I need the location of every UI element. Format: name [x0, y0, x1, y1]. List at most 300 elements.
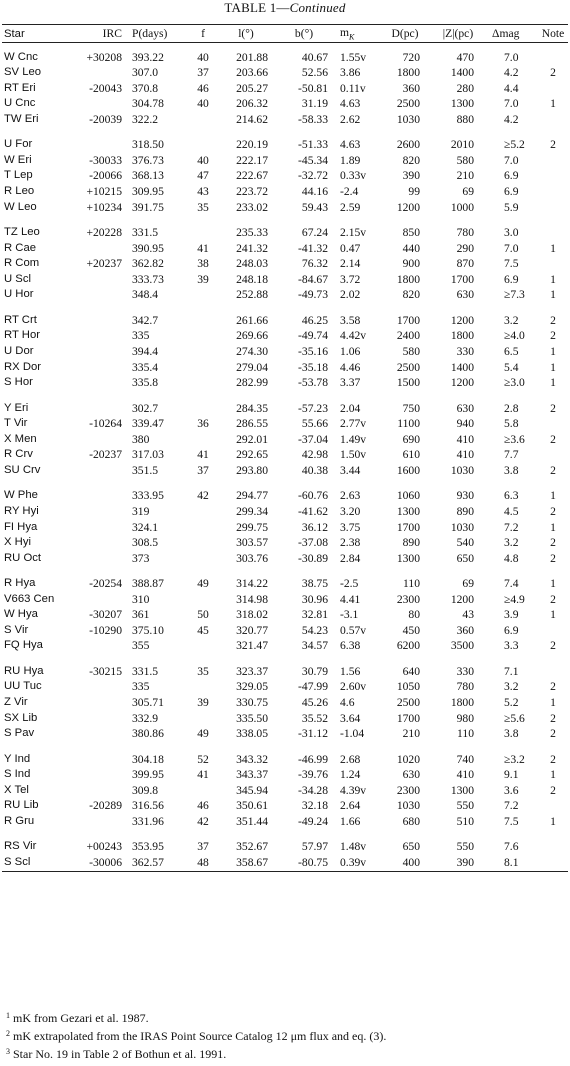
note: 1 — [550, 520, 556, 534]
delta-mag: 7.4 — [504, 577, 519, 591]
z-height: 550 — [456, 799, 474, 813]
z-height: 650 — [456, 551, 474, 565]
delta-mag: 7.0 — [504, 97, 519, 111]
star-name: RU Lib — [4, 799, 39, 812]
table-row — [2, 137, 568, 153]
k-magnitude: 3.20 — [340, 504, 361, 518]
z-height: 870 — [456, 257, 474, 271]
f-value: 41 — [197, 448, 209, 462]
f-value: 35 — [197, 664, 209, 678]
footnote-marker: 1 — [6, 1011, 10, 1020]
galactic-latitude: -45.34 — [298, 153, 328, 167]
k-magnitude: 0.47 — [340, 241, 361, 255]
galactic-longitude: 248.18 — [236, 272, 268, 286]
note — [538, 153, 568, 169]
irc-number — [74, 679, 126, 695]
k-magnitude: 2.63 — [340, 489, 361, 503]
period: 380 — [132, 432, 150, 446]
period: 309.95 — [132, 185, 164, 199]
irc-number — [74, 287, 126, 303]
irc-number — [74, 638, 126, 654]
f-value — [188, 313, 218, 329]
footnote-text: mK from Gezari et al. 1987. — [13, 1011, 149, 1025]
z-height: 1200 — [450, 592, 474, 606]
z-height: 2010 — [450, 138, 474, 152]
galactic-latitude: 40.38 — [301, 463, 328, 477]
star-name: U Cnc — [4, 97, 36, 110]
k-magnitude: 2.64 — [340, 799, 361, 813]
z-height: 69 — [462, 577, 474, 591]
z-height: 780 — [456, 226, 474, 240]
irc-number: +20237 — [86, 257, 122, 271]
galactic-latitude: -80.75 — [274, 855, 334, 871]
period: 348.4 — [132, 288, 159, 302]
z-height: 1700 — [450, 272, 474, 286]
delta-mag: 3.2 — [504, 680, 519, 694]
galactic-latitude: 36.12 — [301, 520, 328, 534]
delta-mag: 3.8 — [504, 727, 519, 741]
galactic-longitude: 274.30 — [236, 344, 268, 358]
table-row — [2, 798, 568, 814]
galactic-latitude: -39.76 — [298, 768, 328, 782]
star-name: FQ Hya — [4, 639, 43, 652]
distance: 890 — [402, 536, 420, 550]
f-value — [188, 535, 218, 551]
irc-number — [74, 241, 126, 257]
irc-number — [74, 783, 126, 799]
note — [538, 168, 568, 184]
galactic-latitude: -41.62 — [298, 504, 328, 518]
k-magnitude: 2.59 — [340, 200, 361, 214]
galactic-latitude: 44.16 — [301, 185, 328, 199]
f-value — [188, 328, 218, 344]
group-spacer — [2, 43, 568, 50]
distance: 80 — [408, 608, 420, 622]
star-name: RU Hya — [4, 664, 44, 677]
table-row — [2, 313, 568, 329]
f-value — [188, 711, 218, 727]
galactic-longitude: 203.66 — [236, 66, 268, 80]
z-height: 290 — [456, 241, 474, 255]
k-magnitude: 1.89 — [340, 153, 361, 167]
galactic-latitude: -49.24 — [298, 815, 328, 828]
star-name: W Hya — [4, 608, 38, 621]
distance: 680 — [402, 815, 420, 828]
galactic-latitude: -31.12 — [298, 727, 328, 741]
note: 2 — [550, 536, 556, 550]
irc-number: -10264 — [89, 417, 122, 431]
distance: 1020 — [396, 752, 420, 766]
star-name: X Men — [4, 432, 37, 445]
galactic-longitude: 222.17 — [236, 153, 268, 167]
distance: 2500 — [396, 360, 420, 374]
table-row — [2, 416, 568, 432]
f-value: 39 — [197, 696, 209, 710]
period: 333.95 — [132, 489, 164, 503]
irc-number: +10234 — [86, 200, 122, 214]
k-magnitude: 2.14 — [340, 257, 361, 271]
f-value — [188, 679, 218, 695]
distance: 1700 — [396, 520, 420, 534]
distance: 1030 — [396, 799, 420, 813]
period: 393.22 — [132, 50, 164, 64]
distance: 900 — [402, 257, 420, 271]
galactic-latitude: -35.18 — [298, 360, 328, 374]
galactic-longitude: 343.32 — [236, 752, 268, 766]
footnote — [6, 1008, 566, 1026]
galactic-latitude: -58.33 — [298, 112, 328, 126]
galactic-latitude: -49.73 — [298, 288, 328, 302]
f-value — [188, 638, 218, 654]
f-value: 45 — [197, 623, 209, 637]
z-height: 740 — [456, 752, 474, 766]
note: 2 — [550, 711, 556, 725]
column-header-z: |Z|(pc) — [430, 25, 486, 43]
star-name: S Pav — [4, 727, 35, 740]
k-magnitude: 0.57v — [340, 623, 367, 637]
table-row — [2, 488, 568, 504]
galactic-longitude: 329.05 — [236, 680, 268, 694]
distance: 2300 — [396, 783, 420, 797]
galactic-longitude: 241.32 — [236, 241, 268, 255]
period: 353.95 — [132, 840, 164, 854]
galactic-longitude: 284.35 — [236, 401, 268, 415]
irc-number: -10290 — [89, 623, 122, 637]
z-height: 1030 — [450, 520, 474, 534]
star-name: S Scl — [2, 855, 74, 871]
irc-number: +20228 — [86, 226, 122, 240]
note: 1 — [550, 768, 556, 782]
note: 1 — [550, 344, 556, 358]
star-name: R Leo — [4, 185, 35, 198]
galactic-latitude: -47.99 — [298, 680, 328, 694]
caption-prefix: TABLE 1— — [224, 0, 290, 15]
distance: 1700 — [396, 313, 420, 327]
f-value: 43 — [197, 185, 209, 199]
table-row — [2, 168, 568, 184]
note: 2 — [550, 727, 556, 741]
z-height: 940 — [456, 417, 474, 431]
galactic-longitude: 321.47 — [236, 639, 268, 653]
distance: 1600 — [396, 463, 420, 477]
period: 394.4 — [132, 344, 159, 358]
table-row — [2, 256, 568, 272]
column-header-l: l(°) — [218, 25, 274, 43]
galactic-longitude: 279.04 — [236, 360, 268, 374]
galactic-longitude: 345.94 — [236, 783, 268, 797]
period: 342.7 — [132, 313, 159, 327]
table-row — [2, 344, 568, 360]
delta-mag: ≥4.0 — [504, 329, 525, 343]
irc-number — [74, 592, 126, 608]
star-name: TZ Leo — [4, 226, 40, 239]
delta-mag: 5.8 — [504, 417, 519, 431]
k-magnitude: 4.46 — [340, 360, 361, 374]
f-value: 39 — [197, 272, 209, 286]
galactic-latitude: 32.18 — [301, 799, 328, 813]
f-value: 46 — [197, 799, 209, 813]
k-magnitude: 3.72 — [340, 272, 361, 286]
f-value: 37 — [197, 840, 209, 854]
distance: 640 — [402, 664, 420, 678]
distance: 1300 — [396, 551, 420, 565]
table-caption — [0, 1, 570, 15]
delta-mag: 4.8 — [504, 551, 519, 565]
star-name: UU Tuc — [4, 680, 42, 693]
table-row — [2, 839, 568, 855]
note — [538, 225, 568, 241]
footnote-marker: 2 — [6, 1029, 10, 1038]
galactic-longitude: 293.80 — [236, 463, 268, 477]
footnote — [6, 1026, 566, 1044]
k-magnitude: 1.24 — [340, 768, 361, 782]
star-name: Y Ind — [4, 752, 31, 765]
irc-number: -20039 — [89, 112, 122, 126]
distance: 2500 — [396, 696, 420, 710]
k-magnitude: 4.42v — [340, 329, 367, 343]
k-magnitude: 4.63 — [340, 97, 361, 111]
period: 339.47 — [132, 417, 164, 431]
f-value — [188, 225, 218, 241]
note: 2 — [550, 551, 556, 565]
group-spacer — [2, 566, 568, 576]
distance: 1200 — [396, 200, 420, 214]
period: 332.9 — [132, 711, 159, 725]
galactic-latitude: -35.16 — [298, 344, 328, 358]
galactic-latitude: 54.23 — [301, 623, 328, 637]
table-row — [2, 592, 568, 608]
irc-number — [74, 313, 126, 329]
f-value: 40 — [197, 153, 209, 167]
note — [538, 81, 568, 97]
irc-number: -30207 — [89, 608, 122, 622]
z-height: 1000 — [450, 200, 474, 214]
k-magnitude: 1.66 — [340, 815, 361, 828]
delta-mag: 9.1 — [504, 768, 519, 782]
f-value: 37 — [197, 463, 209, 477]
irc-number — [74, 711, 126, 727]
galactic-latitude: -84.67 — [298, 272, 328, 286]
delta-mag: 5.9 — [504, 200, 519, 214]
mk-header-text: $m_K$ — [340, 25, 355, 42]
period: 331.96 — [132, 815, 164, 828]
period: 319 — [132, 504, 150, 518]
k-magnitude: 1.48v — [340, 840, 367, 854]
irc-number — [74, 432, 126, 448]
note — [538, 798, 568, 814]
delta-mag: 4.2 — [504, 66, 519, 80]
column-header-star: Star — [2, 25, 74, 43]
period: 309.8 — [132, 783, 159, 797]
distance: 580 — [402, 344, 420, 358]
galactic-longitude: 303.76 — [236, 551, 268, 565]
note — [538, 184, 568, 200]
delta-mag: ≥7.3 — [504, 288, 525, 302]
period: 333.73 — [132, 272, 164, 286]
galactic-longitude: 351.44 — [236, 815, 268, 828]
galactic-longitude: 320.77 — [236, 623, 268, 637]
delta-mag: 3.2 — [504, 536, 519, 550]
z-height: 330 — [456, 344, 474, 358]
galactic-latitude: 31.19 — [301, 97, 328, 111]
star-name: W Phe — [4, 489, 38, 502]
galactic-longitude: 282.99 — [236, 376, 268, 390]
star-name: TW Eri — [4, 112, 39, 125]
galactic-latitude: 42.98 — [301, 448, 328, 462]
f-value: 48 — [188, 855, 218, 871]
irc-number: -20043 — [89, 81, 122, 95]
note: 1 — [550, 489, 556, 503]
f-value: 42 — [197, 489, 209, 503]
period: 305.71 — [132, 696, 164, 710]
table-row — [2, 767, 568, 783]
galactic-latitude: 35.52 — [301, 711, 328, 725]
k-magnitude: 3.44 — [340, 463, 361, 477]
star-name: SV Leo — [4, 66, 42, 79]
period: 317.03 — [132, 448, 164, 462]
period: 308.5 — [132, 536, 159, 550]
note: 2 — [550, 463, 556, 477]
z-height: 1300 — [450, 97, 474, 111]
note: 2 — [550, 432, 556, 446]
table-row — [2, 50, 568, 66]
footnote-marker: 3 — [6, 1047, 10, 1056]
galactic-latitude: 38.75 — [301, 577, 328, 591]
star-name: S Vir — [4, 623, 29, 636]
z-height: 1300 — [450, 783, 474, 797]
note: 1 — [550, 241, 556, 255]
galactic-latitude: 67.24 — [301, 226, 328, 240]
z-height: 930 — [456, 489, 474, 503]
table-row — [2, 65, 568, 81]
star-name: S Hor — [4, 376, 33, 389]
distance: 1050 — [396, 680, 420, 694]
irc-number — [74, 726, 126, 742]
k-magnitude: 2.77v — [340, 417, 367, 431]
galactic-latitude: -34.28 — [298, 783, 328, 797]
f-value: 42 — [197, 815, 209, 828]
k-magnitude: 1.50v — [340, 448, 367, 462]
star-name: U For — [4, 138, 33, 151]
distance: 1100 — [397, 417, 420, 431]
irc-number — [74, 328, 126, 344]
table-row — [2, 360, 568, 376]
period: 316.56 — [132, 799, 164, 813]
star-name: RY Hyi — [4, 504, 39, 517]
z-height: 3500 — [450, 639, 474, 653]
period: 399.95 — [132, 768, 164, 782]
galactic-latitude: 59.43 — [301, 200, 328, 214]
note: 1 — [550, 815, 556, 828]
galactic-longitude: 292.65 — [236, 448, 268, 462]
note: 1 — [550, 608, 556, 622]
period: 304.18 — [132, 752, 164, 766]
table-row — [2, 695, 568, 711]
galactic-latitude: 34.57 — [301, 639, 328, 653]
delta-mag: 7.1 — [504, 664, 519, 678]
delta-mag: 6.5 — [504, 344, 519, 358]
irc-number — [74, 767, 126, 783]
galactic-latitude: 57.97 — [301, 840, 328, 854]
note: 2 — [550, 313, 556, 327]
k-magnitude: 2.84 — [340, 551, 361, 565]
galactic-latitude: 30.96 — [301, 592, 328, 606]
z-height: 410 — [456, 432, 474, 446]
period: 331.5 — [132, 664, 159, 678]
z-height: 43 — [462, 608, 474, 622]
note — [538, 256, 568, 272]
delta-mag: 7.2 — [504, 799, 519, 813]
z-height: 69 — [462, 185, 474, 199]
galactic-longitude: 206.32 — [236, 97, 268, 111]
galactic-longitude: 314.98 — [236, 592, 268, 606]
f-value — [188, 520, 218, 536]
k-magnitude: 2.38 — [340, 536, 361, 550]
note — [538, 416, 568, 432]
star-name: R Hya — [4, 577, 36, 590]
period: 388.87 — [132, 577, 164, 591]
star-name: R Crv — [4, 448, 33, 461]
galactic-longitude: 299.34 — [236, 504, 268, 518]
distance: 400 — [380, 855, 430, 871]
star-name: RS Vir — [4, 840, 37, 853]
f-value — [188, 375, 218, 391]
z-height: 580 — [456, 153, 474, 167]
f-value: 47 — [197, 169, 209, 183]
period: 335.8 — [132, 376, 159, 390]
table-header-row — [2, 25, 568, 43]
table-row — [2, 638, 568, 654]
distance: 390 — [402, 169, 420, 183]
k-magnitude: -3.1 — [340, 608, 359, 622]
galactic-latitude: 40.67 — [301, 50, 328, 64]
column-header-note: Note — [538, 25, 568, 43]
irc-number — [74, 814, 126, 830]
z-height: 890 — [456, 504, 474, 518]
note — [538, 200, 568, 216]
table-row — [2, 814, 568, 830]
galactic-longitude: 323.37 — [236, 664, 268, 678]
f-value: 36 — [197, 417, 209, 431]
distance: 6200 — [396, 639, 420, 653]
irc-number: +30208 — [86, 50, 122, 64]
period: 310 — [132, 592, 150, 606]
k-magnitude: 3.37 — [340, 376, 361, 390]
group-spacer — [2, 391, 568, 401]
z-height: 510 — [456, 815, 474, 828]
galactic-latitude: 55.66 — [301, 417, 328, 431]
table-row — [2, 576, 568, 592]
delta-mag: ≥4.9 — [504, 592, 525, 606]
star-name: Y Eri — [4, 401, 29, 414]
period: 335 — [132, 680, 150, 694]
galactic-longitude: 220.19 — [236, 138, 268, 152]
f-value — [188, 551, 218, 567]
k-magnitude: 2.62 — [340, 112, 361, 126]
distance: 610 — [402, 448, 420, 462]
k-magnitude: 4.41 — [340, 592, 361, 606]
period: 335 — [132, 329, 150, 343]
delta-mag: 4.2 — [504, 112, 519, 126]
delta-mag: ≥3.2 — [504, 752, 525, 766]
table-body — [2, 43, 568, 872]
f-value: 49 — [197, 727, 209, 741]
star-name: RX Dor — [4, 360, 42, 373]
table-row — [2, 153, 568, 169]
period: 362.57 — [126, 855, 188, 871]
k-magnitude: 0.39v — [334, 855, 380, 871]
galactic-latitude: 52.56 — [301, 66, 328, 80]
